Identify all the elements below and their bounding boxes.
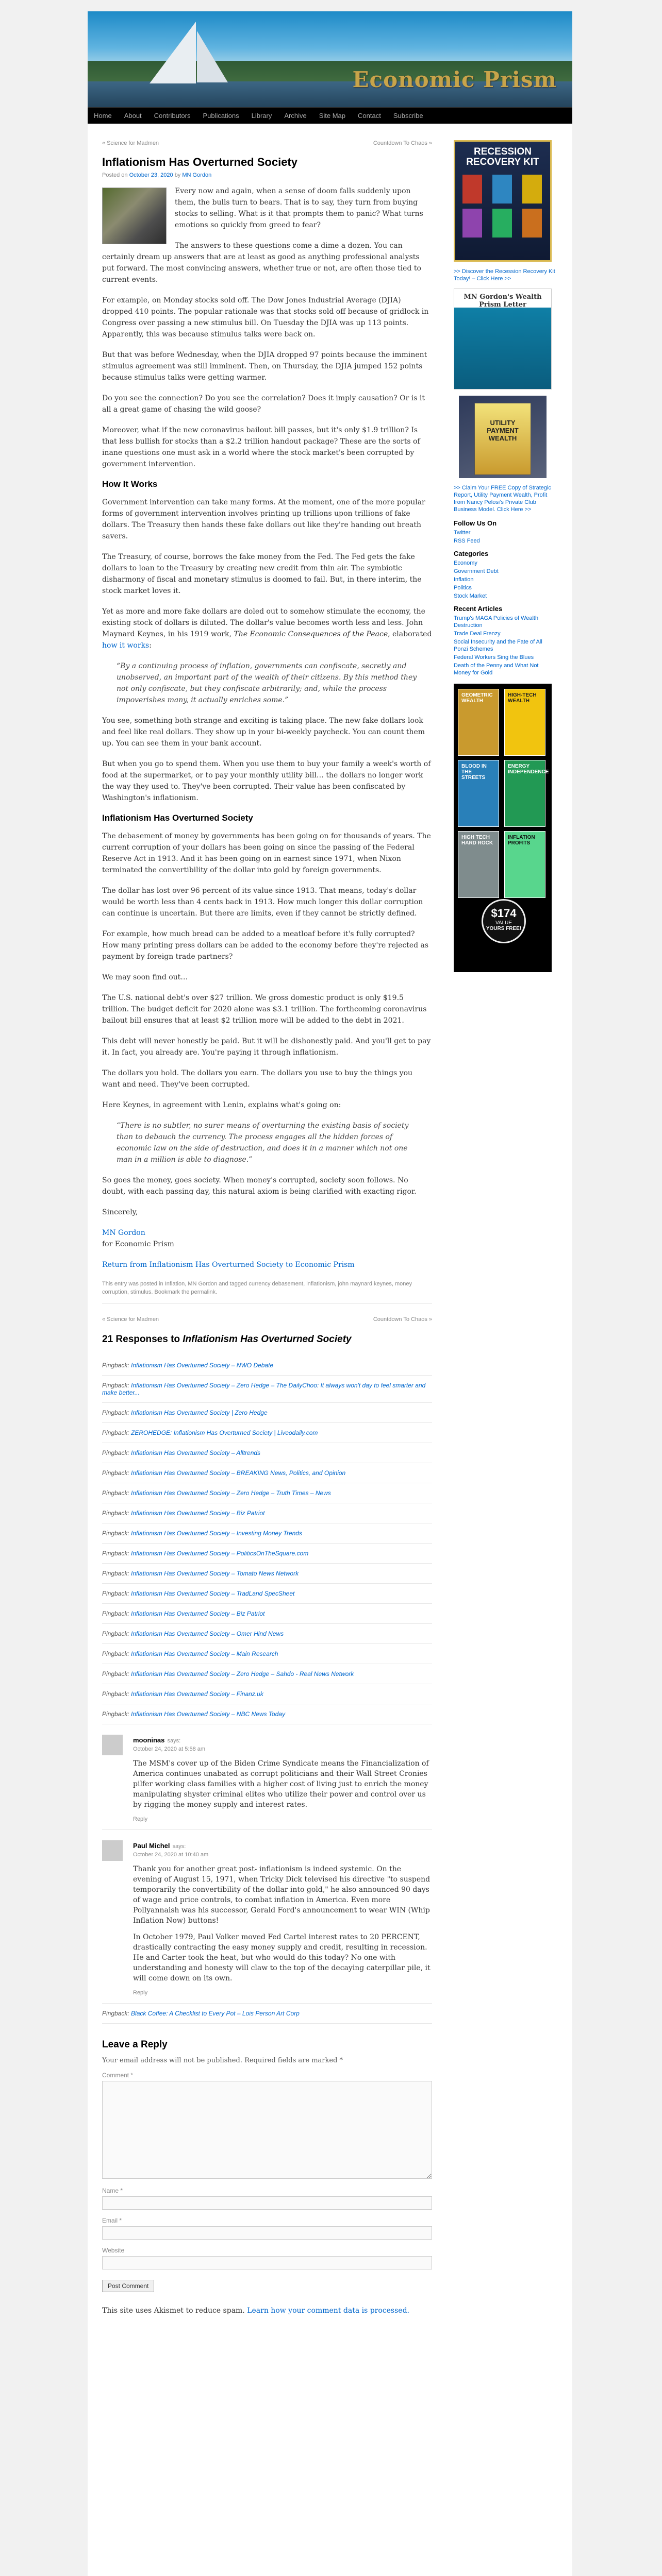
category-link[interactable]: Stock Market: [454, 593, 487, 599]
next-post-link[interactable]: Countdown To Chaos »: [373, 140, 432, 146]
nav-contact[interactable]: Contact: [358, 112, 381, 120]
comment-date-link[interactable]: October 24, 2020 at 10:40 am: [133, 1852, 209, 1858]
comment: mooninas says: October 24, 2020 at 5:58 am The MSM's cover up of the Biden Crime Syndicate means the Financialization of America continues unabated as corrupt politicians and their Wall Street Cronies pilfer working class families with a higher cost of living just to enrich the money manipulating shyster criminal elites who utilize their power and control over us by rigging the money supply and interest rates. Reply: [102, 1724, 432, 1830]
pingback-link[interactable]: Inflationism Has Overturned Society – Alltrends: [131, 1449, 261, 1456]
comment-textarea[interactable]: [102, 2081, 432, 2179]
nav-subscribe[interactable]: Subscribe: [393, 112, 423, 120]
post-date-link[interactable]: October 23, 2020: [129, 172, 173, 178]
follow-us-title: Follow Us On: [454, 519, 497, 527]
utility-payment-wealth-ad[interactable]: UTILITY PAYMENT WEALTH: [459, 396, 547, 478]
pingback-item: Pingback: Inflationism Has Overturned Society – Finanz.uk: [102, 1684, 432, 1704]
post-meta: Posted on October 23, 2020 by MN Gordon: [102, 172, 212, 178]
post-author-link[interactable]: MN Gordon: [182, 172, 212, 178]
section-heading-inflationism: Inflationism Has Overturned Society: [102, 813, 253, 823]
pingback-link[interactable]: Inflationism Has Overturned Society – Biz Patriot: [131, 1610, 265, 1617]
pingback-link[interactable]: Inflationism Has Overturned Society – Finanz.uk: [131, 1690, 263, 1698]
comment: Paul Michel says: October 24, 2020 at 10:40 am Thank you for another great post- inflationism is indeed systemic. On the evening of August 15, 1971, when Tricky Dick televised his directive "to suspend temporarily the convertibility of the dollar into gold," he also announced 90 days of wage and price controls, to combat inflation in America. Even more Pollyannaish was his successor, Gerald Ford's announcement to wear WIN (Whip Inflation Now) buttons! In October 1979, Paul Volker moved Fed Cartel interest rates to 20 PERCENT, drastically contracting the easy money supply and credit, resulting in recession. He and Carter took the heat, but who would do this today? No one with understanding and honesty will claw to the top of the decaying caterpillar pile, it will come down on its own. Reply: [102, 1830, 432, 2004]
website-label: Website: [102, 2247, 125, 2254]
section-heading-how-it-works: How It Works: [102, 479, 158, 489]
comment-text: Thank you for another great post- inflationism is indeed systemic. On the evening of August 15, 1971, when Tricky Dick televised his directive "to suspend temporarily the convertibility of the dollar into gold," he also announced 90 days of wage and price controls, to combat inflation in America. Even more Pollyannaish was his successor, Gerald Ford's announcement to wear WIN (Whip Inflation Now) buttons!: [133, 1865, 431, 1925]
recent-article-link[interactable]: Federal Workers Sing the Blues: [454, 654, 534, 660]
pingback-link[interactable]: Inflationism Has Overturned Society – PoliticsOnTheSquare.com: [131, 1550, 309, 1557]
recent-article-link[interactable]: Death of the Penny and What Not Money for Gold: [454, 663, 539, 676]
website-field[interactable]: [102, 2256, 432, 2269]
prev-post-link-bottom[interactable]: « Science for Madmen: [102, 1316, 159, 1323]
pingback-link[interactable]: Inflationism Has Overturned Society – Tomato News Network: [131, 1570, 299, 1577]
value-badge: $174 VALUE YOURS FREE!: [482, 899, 526, 943]
category-link[interactable]: Inflation: [454, 577, 474, 583]
category-link[interactable]: Government Debt: [454, 568, 499, 574]
wealth-prism-letter-ad[interactable]: MN Gordon's Wealth Prism Letter: [454, 289, 552, 389]
keynes-quote-2: “There is no subtler, no surer means of overturning the existing basis of society than to debauch the currency. The process engages all the hidden forces of economic law on the side of destruction, and does it in a manner which not one man in a million is able to diagnose.”: [117, 1122, 409, 1164]
pingback-item: Pingback: Inflationism Has Overturned Society – Main Research: [102, 1644, 432, 1664]
pingback-item: Pingback: Inflationism Has Overturned Society – Biz Patriot: [102, 1604, 432, 1624]
recent-article-link[interactable]: Trade Deal Frenzy: [454, 631, 501, 637]
pingback-item: Pingback: Inflationism Has Overturned Society – Alltrends: [102, 1443, 432, 1463]
pingback-item: Pingback: Inflationism Has Overturned Society – Zero Hedge – Sahdo - Real News Network: [102, 1664, 432, 1684]
pingback-item: Pingback: Inflationism Has Overturned Society | Zero Hedge: [102, 1403, 432, 1423]
recent-article-link[interactable]: Trump's MAGA Policies of Wealth Destruction: [454, 615, 539, 629]
pingback-item: Pingback: Inflationism Has Overturned Society – BREAKING News, Politics, and Opinion: [102, 1463, 432, 1483]
post-body: Every now and again, when a sense of doom falls suddenly upon them, the bulls turn to bears. That is to say, they turn from buying stocks to selling. What is it that prompts them to panic? What turns emotions so quickly from greed to fear? The answers to these questions come a dime a dozen. You can certainly dream up answers that are at least as good as anything professional analysts put forward. The most convincing answers, whether true or not, are often those tied to current events. For example, on Monday stocks sold off. The Dow Jones Industrial Average (DJIA) dropped 410 points. The popular rationale was that stocks sold off because of gridlock in Congress over passing a new stimulus bill. On Tuesday the DJIA was up 113 points. Apparently, this was because stimulus talks were back on. But that was before Wednesday, when the DJIA dropped 97 points because the imminent stimulus agreement was still imminent. Then, on Thursday, the DJIA jumped 152 points because stimulus talks were getting warmer. Do you see the connection? Do you see the correlation? Does it imply causation? Or is it all a great game of chasing the wild goose? Moreover, what if the new coronavirus bailout bill passes, but it's only $1.9 trillion? Is that less bullish for stocks than a $2.2 trillion handout package? These are the sorts of inane questions one must ask in a world where the stock market's been corrupted by government intervention. How It Works Government intervention can take many forms. At the moment, one of the more popular forms of government intervention involves printing up trillions upon trillions of fake dollars. The Treasury then hands these fake dollars out like they're handing out breath savers. The Treasury, of course, borrows the fake money from the Fed. The Fed gets the fake dollars to loan to the Treasury by creating new credit from thin air. The symbiotic disharmony of fiscal and monetary stimulus is doomed to fail. But, in there interim, the stock market loves it. Yet as more and more fake dollars are doled out to somehow stimulate the economy, the existing stock of dollars is diluted. The dollar's value becomes worth less and less. John Maynard Keynes, in his 1919 work, The Economic Consequences of the Peace, elaborated how it works: “By a continuing process of inflation, governments can confiscate, secretly and unobserved, an important part of the wealth of their citizens. By this method they not only confiscate, but they confiscate arbitrarily; and, while the process impoverishes many, it actually enriches some.” You see, something both strange and exciting is taking place. The new fake dollars look and feel like real dollars. They show up in your bi-weekly paycheck. You can count them up. You can see them in your bank account. But when you go to spend them. When you use them to buy your family a week's worth of food at the supermarket, or to pay your monthly utility bill… the dollars no longer work the way they used to. They've been corrupted. Their value has been confiscated by Washington's inflationism. Inflationism Has Overturned Society The debasement of money by governments has been going on for thousands of years. The current corruption of your dollars has been going on since the passing of the Federal Reserve Act in 1913. And it has been going on in earnest since 1971, when Nixon terminated the convertibility of the dollar into gold by foreign governments. The dollar has lost over 96 percent of its value since 1913. That means, today's dollar would be worth less than 4 cents back in 1913. How much longer this dollar corruption can continue is uncertain. But there are limits, even if they cannot be strictly defined. For example, how much bread can be added to a meatloaf before it's fully corrupted? How many printing press dollars can be added to the economy before they're rejected as payment by foreign trade partners? We may soon find out… The U.S. national debt's over $27 trillion. We gross domestic product is only $19.5 trillion. The budget deficit for 2020 alone was $3.1 trillion. The forthcoming coronavirus bailout bill ensures that at least $2 trillion more will be added to the debt in 2021. This debt will never honestly be paid. But it will be dishonestly paid. And you'll get to pay it. In fact, you already are. You're paying it through inflationism. The dollars you hold. The dollars you earn. The dollars you use to buy the things you want and need. They've been corrupted. Here Keynes, in agreement with Lenin, explains what's going on: “There is no subtler, no surer means of overturning the existing basis of society than to debauch the currency. The process engages all the hidden forces of economic law on the side of destruction, and does it in a manner which not one man in a million is able to diagnose.” So goes the money, goes society. When money's corrupted, society soon follows. No doubt, with each passing day, this natural axiom is being clarified with exacting rigor. Sincerely, MN Gordon for Economic Prism Return from Inflationism Has Overturned Society to Economic Prism: [102, 187, 432, 1269]
pingback-link[interactable]: Inflationism Has Overturned Society – Zero Hedge – The DailyChoo: It always won't day to feel smarter and make better...: [102, 1382, 426, 1396]
akismet-link[interactable]: Learn how your comment data is processed.: [247, 2307, 409, 2315]
nav-library[interactable]: Library: [251, 112, 272, 120]
reply-form-title: Leave a Reply: [102, 2039, 168, 2050]
rss-feed-link[interactable]: RSS Feed: [454, 538, 480, 544]
twitter-link[interactable]: Twitter: [454, 530, 471, 536]
author-signature-link[interactable]: MN Gordon: [102, 1229, 145, 1237]
nav-home[interactable]: Home: [94, 112, 112, 120]
name-field[interactable]: [102, 2196, 432, 2210]
avatar: [102, 1735, 123, 1755]
nav-site-map[interactable]: Site Map: [319, 112, 346, 120]
comment-date-link[interactable]: October 24, 2020 at 5:58 am: [133, 1746, 206, 1752]
site-header: [88, 11, 572, 124]
pingback-item: Pingback: Inflationism Has Overturned Society – Zero Hedge – The DailyChoo: It always won't day to feel smarter and make better...: [102, 1376, 432, 1403]
pingback-link[interactable]: Inflationism Has Overturned Society – Zero Hedge – Sahdo - Real News Network: [131, 1670, 354, 1677]
comments-title: 21 Responses to Inflationism Has Overturned Society: [102, 1334, 352, 1345]
comment-text: The MSM's cover up of the Biden Crime Syndicate means the Financialization of America continues unabated as corrupt politicians and their Wall Street Cronies pilfer working class families with a higher cost of living just to enrich the money manipulating shyster criminal elites who utilize their power and control over us by rigging the money supply and interest rates.: [133, 1759, 429, 1809]
pingback-link[interactable]: Inflationism Has Overturned Society – Main Research: [131, 1650, 278, 1657]
next-post-link-bottom[interactable]: Countdown To Chaos »: [373, 1316, 432, 1323]
main-nav: [88, 107, 572, 124]
recession-kit-link[interactable]: >> Discover the Recession Recovery Kit Today! – Click Here >>: [454, 268, 555, 282]
pingback-item: Pingback: Inflationism Has Overturned Society – PoliticsOnTheSquare.com: [102, 1544, 432, 1564]
pingback-item: Pingback: Inflationism Has Overturned Society – NWO Debate: [102, 1355, 432, 1376]
nav-about[interactable]: About: [124, 112, 142, 120]
post-comment-button[interactable]: Post Comment: [102, 2280, 154, 2292]
recent-articles-title: Recent Articles: [454, 605, 503, 613]
akismet-notice: This site uses Akismet to reduce spam. Learn how your comment data is processed.: [102, 2307, 409, 2315]
pingback-item: Pingback: Inflationism Has Overturned Society – Omer Hind News: [102, 1624, 432, 1644]
pingback-link[interactable]: Inflationism Has Overturned Society – NBC News Today: [131, 1710, 286, 1718]
comment-label: Comment *: [102, 2072, 134, 2079]
pingback-link[interactable]: Inflationism Has Overturned Society – NWO Debate: [131, 1362, 274, 1369]
post-navigation: [102, 140, 432, 146]
page-wrapper: [88, 11, 572, 2576]
pingback-list: [102, 1355, 432, 1724]
comment-author: Paul Michel: [133, 1842, 170, 1850]
pingback-item: Pingback: Inflationism Has Overturned Society – Zero Hedge – Truth Times – News: [102, 1483, 432, 1503]
prev-post-link[interactable]: « Science for Madmen: [102, 140, 159, 146]
post-tags: This entry was posted in Inflation, MN Gordon and tagged currency debasement, inflationism, john maynard keynes, money corruption, stimulus. Bookmark the permalink.: [102, 1280, 432, 1304]
pingback-item: Pingback: Inflationism Has Overturned Society – Tomato News Network: [102, 1564, 432, 1584]
categories-title: Categories: [454, 550, 489, 557]
category-link[interactable]: Economy: [454, 560, 477, 566]
pingback-link[interactable]: Inflationism Has Overturned Society – BREAKING News, Politics, and Opinion: [131, 1469, 346, 1477]
how-it-works-link[interactable]: how it works: [102, 641, 150, 650]
categories-list: [454, 560, 557, 600]
post-navigation-bottom: [102, 1316, 432, 1323]
follow-list: [454, 529, 557, 545]
header-banner-image: [88, 11, 572, 107]
email-field[interactable]: [102, 2226, 432, 2240]
post-title: Inflationism Has Overturned Society: [102, 156, 297, 168]
pingback-link[interactable]: Inflationism Has Overturned Society – Biz Patriot: [131, 1510, 265, 1517]
pingback-item: Pingback: Inflationism Has Overturned Society – TradLand SpecSheet: [102, 1584, 432, 1604]
pingback-link[interactable]: Inflationism Has Overturned Society – Investing Money Trends: [131, 1530, 302, 1537]
reply-link[interactable]: Reply: [133, 1816, 148, 1822]
comment-author: mooninas: [133, 1736, 165, 1744]
pingback-link[interactable]: Inflationism Has Overturned Society – TradLand SpecSheet: [131, 1590, 295, 1597]
pingback-item: Pingback: Inflationism Has Overturned Society – NBC News Today: [102, 1704, 432, 1724]
main-content: [102, 140, 432, 2316]
sidebar: [454, 140, 557, 978]
pingback-link[interactable]: Inflationism Has Overturned Society | Zero Hedge: [131, 1409, 268, 1416]
return-link[interactable]: Return from Inflationism Has Overturned Society to Economic Prism: [102, 1261, 355, 1269]
category-link[interactable]: Politics: [454, 585, 472, 591]
pingback-item: Pingback: Black Coffee: A Checklist to Every Pot – Lois Person Art Corp: [102, 2004, 432, 2024]
name-label: Name *: [102, 2187, 123, 2194]
pingback-item: Pingback: ZEROHEDGE: Inflationism Has Overturned Society | Liveodaily.com: [102, 1423, 432, 1443]
nav-contributors[interactable]: Contributors: [154, 112, 191, 120]
pingback-link[interactable]: Black Coffee: A Checklist to Every Pot – Lois Person Art Corp: [131, 2010, 300, 2017]
recent-article-link[interactable]: Social Insecurity and the Fate of All Ponzi Schemes: [454, 639, 542, 652]
form-notes: Your email address will not be published. Required fields are marked *: [102, 2057, 343, 2064]
nav-archive[interactable]: Archive: [284, 112, 307, 120]
nav-publications[interactable]: Publications: [203, 112, 239, 120]
pingback-item: Pingback: Inflationism Has Overturned Society – Biz Patriot: [102, 1503, 432, 1523]
pingback-link[interactable]: Inflationism Has Overturned Society – Zero Hedge – Truth Times – News: [131, 1489, 331, 1497]
pingback-link[interactable]: ZEROHEDGE: Inflationism Has Overturned Society | Liveodaily.com: [131, 1429, 318, 1436]
post-thumbnail-image: [102, 188, 167, 244]
utility-report-link[interactable]: >> Claim Your FREE Copy of Strategic Report, Utility Payment Wealth, Profit from Nancy Pelosi's Private Club Business Model. Click Here >>: [454, 485, 551, 513]
recession-recovery-kit-ad[interactable]: RECESSION RECOVERY KIT: [454, 140, 552, 262]
pingback-link[interactable]: Inflationism Has Overturned Society – Omer Hind News: [131, 1630, 284, 1637]
site-title[interactable]: Economic Prism: [352, 67, 557, 92]
email-label: Email *: [102, 2217, 122, 2224]
avatar: [102, 1840, 123, 1861]
keynes-quote-1: “By a continuing process of inflation, governments can confiscate, secretly and unobserved, an important part of the wealth of their citizens. By this method they not only confiscate, but they confiscate arbitrarily; and, while the process impoverishes many, it actually enriches some.”: [117, 662, 417, 704]
special-reports-ad[interactable]: GEOMETRIC WEALTH HIGH-TECH WEALTH BLOOD IN THE STREETS ENERGY INDEPENDENCE HIGH TECH HARD ROCK INFLATION PROFITS $174 VALUE YOURS FREE!: [454, 684, 552, 972]
reply-link[interactable]: Reply: [133, 1990, 148, 1996]
recent-articles-list: [454, 615, 557, 676]
pingback-item: Pingback: Inflationism Has Overturned Society – Investing Money Trends: [102, 1523, 432, 1544]
comment-text: In October 1979, Paul Volker moved Fed Cartel interest rates to 20 PERCENT, drastically contracting the easy money supply and credit, resulting in recession. He and Carter took the heat, but who would do this today? No one with understanding and honesty will claw to the top of the decaying caterpillar pile, it will come down on its own.: [133, 1933, 431, 1982]
